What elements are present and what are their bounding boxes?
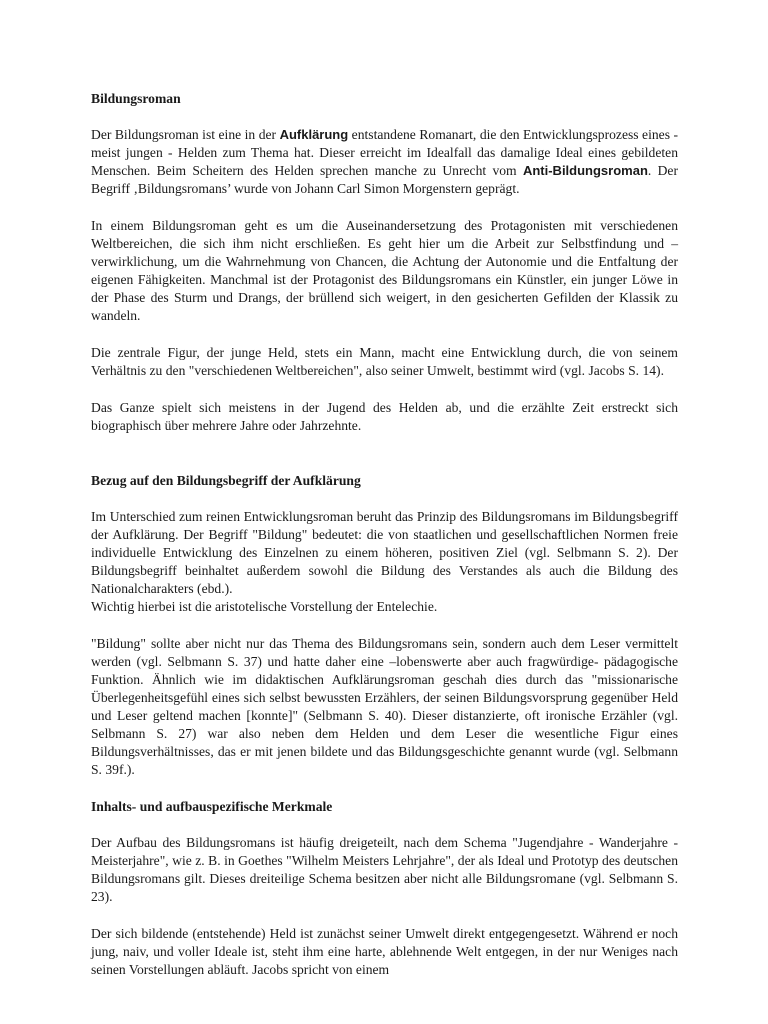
paragraph-aufbau: Der Aufbau des Bildungsromans ist häufig dreigeteilt, nach dem Schema "Jugendjahre - Wanderjahre - Meisterjahre", wie z. B. in Goethes "Wilhelm Meisters Lehrjahre", der als Ideal und Prototyp des deutschen Bildungsromans gilt. Dieses dreiteilige Schema besitzen aber nicht alle Bildungsromane (vgl. Selbmann S. 23).: [91, 835, 678, 904]
text-run: Im Unterschied zum reinen Entwicklungsroman beruht das Prinzip des Bildungsromans im Bildungsbegriff der Aufklärung. Der Begriff "Bildung" bedeutet: die von staatlichen und gesellschaftlichen Normen freie individuelle Entwicklung des Einzelnen zu einem höheren, positiven Ziel (vgl. Selbmann S. 2). Der Bildungsbegriff beinhaltet außerdem sowohl die Bildung des Verstandes als auch die Bildung des Nationalcharakters (ebd.).: [91, 509, 678, 596]
text-run: Der Bildungsroman ist eine in der: [91, 127, 280, 142]
heading-merkmale: Inhalts- und aufbauspezifische Merkmale: [91, 799, 333, 814]
heading-bildungsbegriff: Bezug auf den Bildungsbegriff der Aufklärung: [91, 473, 361, 488]
heading-bildungsroman: Bildungsroman: [91, 91, 181, 106]
text-run: entstandene Romanart, die den Entwicklungsprozess eines - meist jungen - Helden zum Thema hat. Dieser erreicht im Idealfall das damalige Ideal eines gebildeten Menschen. Beim Scheitern des Helden sprechen manche zu Unrecht vom: [91, 127, 678, 178]
paragraph-entwicklungsroman: [91, 508, 678, 598]
paragraph-bildung-leser: "Bildung" sollte aber nicht nur das Thema des Bildungsromans sein, sondern auch dem Leser vermittelt werden (vgl. Selbmann S. 37) und hatte daher eine –lobenswerte aber auch fragwürdige- pädagogische Funktion. Ähnlich wie im didaktischen Aufklärungsroman geschah dies durch das "missionarische Überlegenheitsgefühl eines sich selbst bewussten Erzählers, der seinen Bildungsvorsprung gegenüber Held und Leser geltend machen [konnte]" (Selbmann S. 40). Dieser distanzierte, oft ironische Erzähler (vgl. Selbmann S. 27) war also neben dem Helden und dem Leser die wesentliche Figur eines Bildungsverhältnisses, das er mit jenen bildete und das Bildungsgeschichte genannt wurde (vgl. Selbmann S. 39f.).: [91, 636, 678, 777]
paragraph-auseinandersetzung: In einem Bildungsroman geht es um die Auseinandersetzung des Protagonisten mit verschiedenen Weltbereichen, die sich ihm nicht erschließen. Es geht hier um die Arbeit zur Selbstfindung und –verwirklichung, um die Wahrnehmung von Chancen, die Achtung der Autonomie und die Entfaltung der eigenen Fähigkeiten. Manchmal ist der Protagonist des Bildungsromans ein Künstler, ein junger Löwe in der Phase des Sturm und Drangs, der brüllend sich weigert, in den gesicherten Gefilden der Klassik zu wandeln.: [91, 218, 678, 323]
text-run: . Der Begriff ‚Bildungsromans’ wurde von Johann Carl Simon Morgenstern geprägt.: [91, 163, 678, 196]
term-aufklaerung: Aufklärung: [279, 127, 349, 142]
paragraph-definition: [91, 126, 678, 198]
paragraph-jugend: Das Ganze spielt sich meistens in der Jugend des Helden ab, und die erzählte Zeit erstreckt sich biographisch über mehrere Jahre oder Jahrzehnte.: [91, 400, 678, 433]
document-page: [91, 90, 678, 979]
paragraph-entelechie: Wichtig hierbei ist die aristotelische Vorstellung der Entelechie.: [91, 599, 438, 614]
paragraph-zentrale-figur: Die zentrale Figur, der junge Held, stets ein Mann, macht eine Entwicklung durch, die von seinem Verhältnis zu den "verschiedenen Weltbereichen", also seiner Umwelt, bestimmt wird (vgl. Jacobs S. 14).: [91, 345, 678, 378]
paragraph-held: Der sich bildende (entstehende) Held ist zunächst seiner Umwelt direkt entgegengesetzt. Während er noch jung, naiv, und voller Ideale ist, steht ihm eine harte, ablehnende Welt entgegen, in der nur Weniges nach seinen Vorstellungen abläuft. Jacobs spricht von einem: [91, 926, 678, 977]
term-anti-bildungsroman: Anti-Bildungsroman: [522, 163, 648, 178]
